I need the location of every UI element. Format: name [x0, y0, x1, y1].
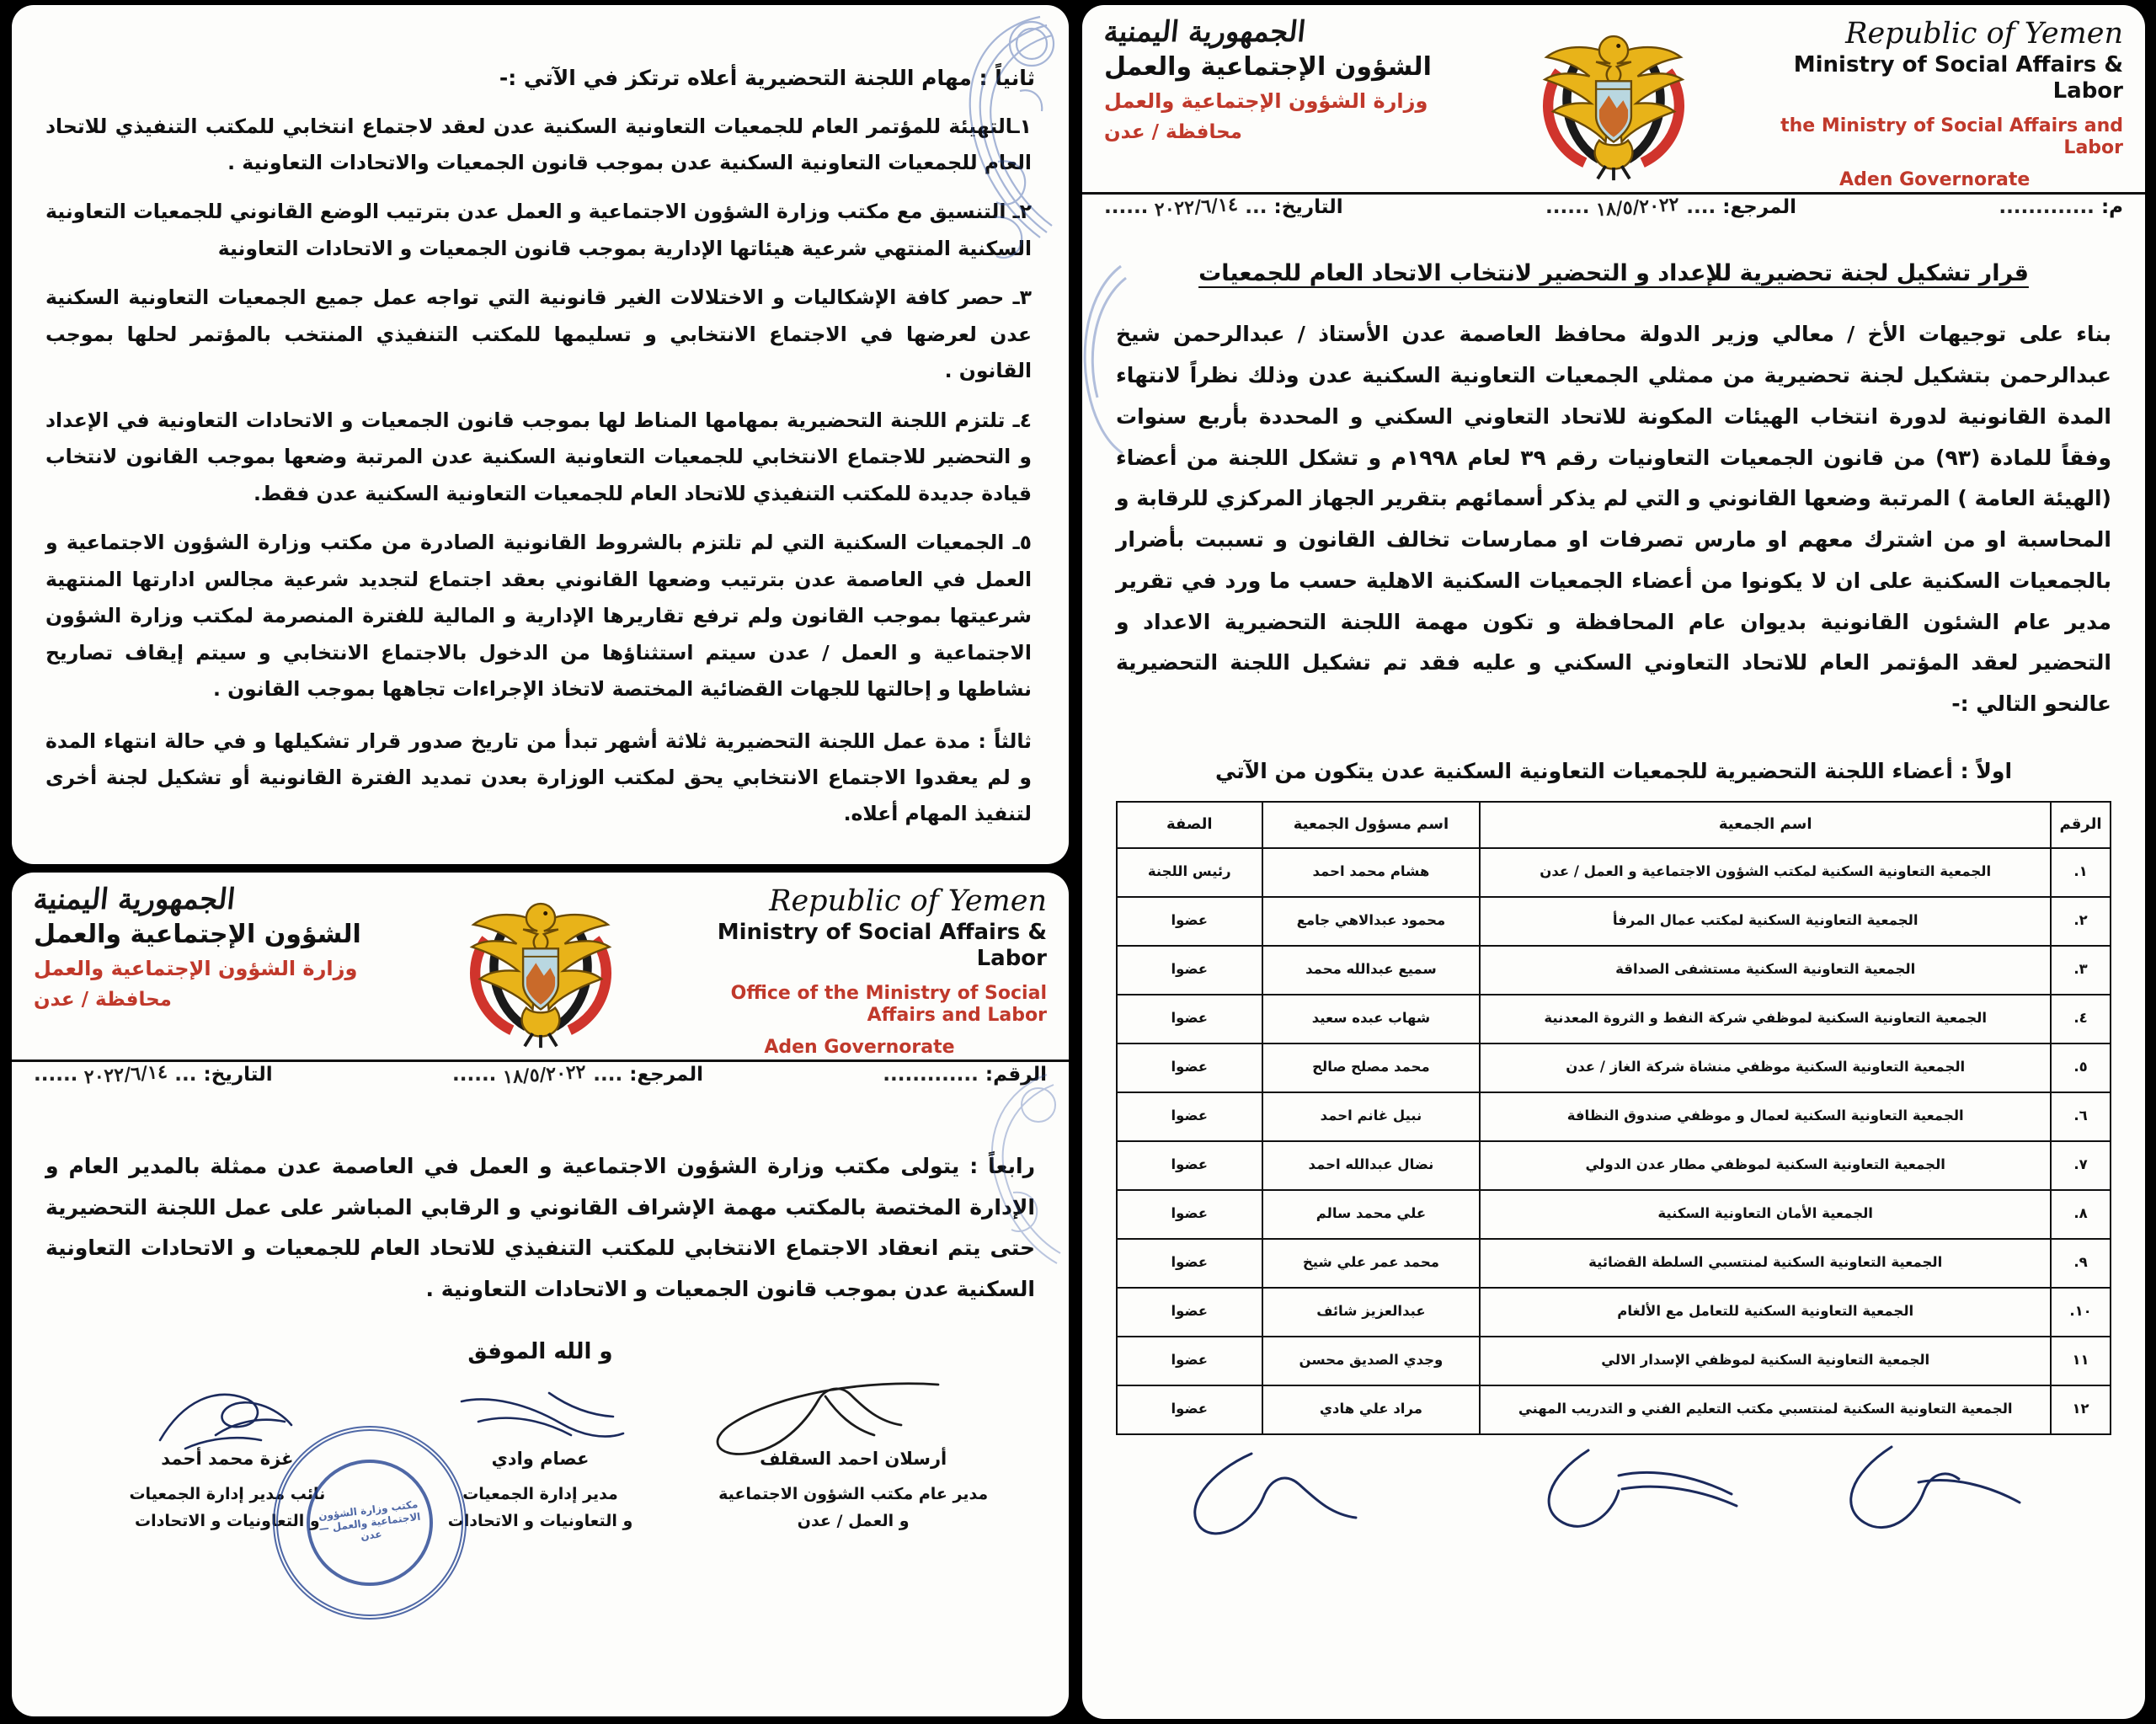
handwritten-signature-icon [135, 1376, 320, 1457]
botleft-body [12, 1092, 1069, 1561]
letterhead-ar-line1: الشؤون الإجتماعية والعمل [34, 920, 361, 950]
number-field: الرقم: ............. [883, 1063, 1047, 1086]
table-row [1117, 1043, 2111, 1092]
signatory-role-line1: مدير إدارة الجمعيات [462, 1484, 618, 1503]
table-row [1117, 1092, 2111, 1141]
cell-number: ٧. [2051, 1141, 2111, 1190]
cell-official-name: عبدالعزيز شائف [1262, 1288, 1481, 1337]
cell-number: ١. [2051, 848, 2111, 897]
cell-role: عضوا [1117, 1190, 1262, 1239]
cell-number: ٣. [2051, 946, 2111, 995]
cell-number: ١٢ [2051, 1385, 2111, 1434]
cell-official-name: هشام محمد احمد [1262, 848, 1481, 897]
cell-role: عضوا [1117, 946, 1262, 995]
decision-title: قرار تشكيل لجنة تحضيرية للإعداد و التحضير لانتخاب الاتحاد العام للجمعيات [1198, 259, 2029, 286]
signatory-role-line2: و العمل / عدن [797, 1512, 910, 1531]
page-bottom-left [12, 873, 1069, 1716]
cell-organization: الجمعية التعاونية السكنية لعمال و موظفي صندوق النظافة [1480, 1092, 2051, 1141]
letterhead-ar-line1: الشؤون الإجتماعية والعمل [1104, 52, 1432, 83]
closing-phrase: و الله الموفق [467, 1338, 613, 1364]
cell-organization: الجمعية التعاونية السكنية لمنتسبي السلطة القضائية [1480, 1239, 2051, 1288]
signature-area [45, 1449, 1035, 1552]
letterhead-arabic-block [31, 883, 408, 1012]
letterhead-arabic-block [1104, 17, 1481, 145]
cell-role: عضوا [1117, 1337, 1262, 1385]
cell-organization: الجمعية الأمان التعاونية السكنية [1480, 1190, 2051, 1239]
signatory-role-line1: نائب مدير إدارة الجمعيات [129, 1484, 326, 1503]
list-item: ٢ـ التنسيق مع مكتب وزارة الشؤون الاجتماعية و العمل عدن بترتيب الوضع القانوني للجمعيات التعاونية السكنية المنتهي شرعية هيئاتها الإدارية بموجب قانون الجمعيات و الاتحادات التعاونية [45, 200, 1032, 260]
letterhead-en-governorate: Aden Governorate [1839, 169, 2031, 191]
cell-role: عضوا [1117, 1385, 1262, 1434]
cell-organization: الجمعية التعاونية السكنية للتعامل مع الألغام [1480, 1288, 2051, 1337]
yemen-eagle-emblem-icon [1497, 17, 1731, 182]
reference-field: المرجع: .... ١٨/٥/٢٠٢٢ ...... [1545, 193, 1796, 222]
cell-number: ٩. [2051, 1239, 2111, 1288]
table-row [1117, 995, 2111, 1043]
letterhead-en-governorate: Aden Governorate [764, 1037, 955, 1059]
section-fourth-paragraph: رابعاً : يتولى مكتب وزارة الشؤون الاجتماعية و العمل في العاصمة عدن ممثلة بالمدير العام و الإدارة المختصة بالمكتب مهمة الإشراف القانوني و الرقابي المباشر على عمل اللجنة التحضيرية حتى يتم انعقاد الاجتماع الانتخابي للمكتب التنفيذي للاتحاد العام للجمعيات و الاتحادات التعاونية السكنية عدن بموجب قانون الجمعيات و الاتحادات التعاونية . [45, 1153, 1035, 1302]
cell-organization: الجمعية التعاونية السكنية لمكتب عمال المرفأ [1480, 897, 2051, 946]
signatory-role-line1: مدير عام مكتب الشؤون الاجتماعية [718, 1484, 989, 1503]
right-body [1082, 225, 2145, 1551]
reference-date-row-bottom-left [12, 1062, 1069, 1092]
letterhead-ar-line3: محافظة / عدن [1104, 120, 1242, 143]
letterhead-en-line1: Republic of Yemen [1845, 17, 2123, 51]
col-header-org: اسم الجمعية [1480, 802, 2051, 847]
cell-organization: الجمعية التعاونية السكنية لموظفي مطار عدن الدولي [1480, 1141, 2051, 1190]
list-item: ٥ـ الجمعيات السكنية التي لم تلتزم بالشروط القانونية الصادرة من مكتب وزارة الشؤون الاجتماعية و العمل في العاصمة عدن بترتيب وضعها القانوني بعقد اجتماع لتجديد شرعية مجالس ادارتها المنتهية شرعيتها بموجب القانون ولم ترفع تقاريرها الإدارية و المالية للفترة المنصرمة لمكتب وزارة الشؤون الاجتماعية و العمل / عدن سيتم استثناؤها من الدخول بالاجتماع الانتخابي و سيتم إيقاف تصاريح نشاطها و إحالتها للجهات القضائية المختصة لاتخاذ الإجراءات تجاهها بموجب القانون . [45, 531, 1032, 702]
signatory-name: غزة محمد أحمد [161, 1448, 294, 1469]
section-third-heading: ثالثاً : مدة عمل اللجنة التحضيرية ثلاثة أشهر تبدأ من تاريخ صدور قرار تشكيلها و في حالة انتهاء المدة و لم يعقدوا الاجتماع الانتخابي يحق لمكتب الوزارة بعدن تمديد الفترة القانونية أو تشكيل لجنة أخرى لتنفيذ المهام أعلاه. [45, 729, 1032, 826]
table-row [1117, 946, 2111, 995]
table-row [1117, 1239, 2111, 1288]
cell-role: عضوا [1117, 995, 1262, 1043]
cell-official-name: محمود عبدالاهي جامع [1262, 897, 1481, 946]
letterhead-en-line2: Ministry of Social Affairs & Labor [1793, 52, 2123, 104]
letterhead-right [1082, 5, 2145, 195]
cell-organization: الجمعية التعاونية السكنية لمنتسبي مكتب التعليم الفني و التدريب المهني [1480, 1385, 2051, 1434]
handwritten-date: ٢٠٢٢/٦/١٤ [83, 1060, 169, 1089]
handwritten-reference: ١٨/٥/٢٠٢٢ [1595, 193, 1681, 222]
cell-organization: الجمعية التعاونية السكنية مستشفى الصداقة [1480, 946, 2051, 995]
cell-official-name: وجدي الصديق محسن [1262, 1337, 1481, 1385]
handwritten-date: ٢٠٢٢/٦/١٤ [1154, 193, 1240, 222]
letterhead-en-office-line: Office of the Ministry of Social Affairs and Labor [730, 982, 1047, 1027]
col-header-official: اسم مسؤول الجمعية [1262, 802, 1481, 847]
cell-official-name: مراد علي هادي [1262, 1385, 1481, 1434]
col-header-number: الرقم [2051, 802, 2111, 847]
cell-organization: الجمعية التعاونية السكنية لموظفي شركة النفط و الثروة المعدنية [1480, 995, 2051, 1043]
cell-official-name: نضال عبدالله احمد [1262, 1141, 1481, 1190]
letterhead-ar-script: الجمهورية اليمنية [31, 883, 237, 916]
number-field: م: ............. [1999, 195, 2123, 218]
handwritten-reference: ١٨/٥/٢٠٢٢ [502, 1060, 588, 1089]
signature-block [712, 1449, 995, 1535]
cell-role: عضوا [1117, 897, 1262, 946]
table-row [1117, 1190, 2111, 1239]
letterhead-english-block [1746, 17, 2123, 192]
table-row [1117, 1288, 2111, 1337]
cell-role: رئيس اللجنة [1117, 848, 1262, 897]
cell-official-name: محمد مصلح صالح [1262, 1043, 1481, 1092]
cell-role: عضوا [1117, 1239, 1262, 1288]
list-item: ٤ـ تلتزم اللجنة التحضيرية بمهامها المناط لها بموجب قانون الجمعيات و الاتحادات التعاونية في الإعداد و التحضير للاجتماع الانتخابي للجمعيات التعاونية السكنية عدن المرتبة وضعها بموجب القانون لانتخاب قيادة جديدة للمكتب التنفيذي للاتحاد العام للجمعيات التعاونية السكنية عدن فقط. [45, 408, 1032, 505]
cell-role: عضوا [1117, 1092, 1262, 1141]
cell-number: ٨. [2051, 1190, 2111, 1239]
cell-role: عضوا [1117, 1043, 1262, 1092]
page-top-left [12, 5, 1069, 864]
decision-preamble: بناء على توجيهات الأخ / معالي وزير الدولة محافظ العاصمة عدن الأستاذ / عبدالرحمن شيخ عبدالرحمن بتشكيل لجنة تحضيرية من ممثلي الجمعيات التعاونية السكنية عدن وذلك نظراً لانتهاء المدة القانونية لدورة انتخاب الهيئات المكونة للاتحاد التعاوني السكني و المحددة بأربع سنوات وفقاً للمادة (٩٣) من قانون الجمعيات التعاونيات رقم ٣٩ لعام ١٩٩٨م و تشكل اللجنة من أعضاء (الهيئة العامة ) المرتبة وضعها القانوني و التي لم يذكر أسمائهم بتقرير الجهاز المركزي للرقابة و المحاسبة او من اشترك معهم او مارس تصرفات او ممارسات تخالف القانون و تسببت بأضرار بالجمعيات السكنية على ان لا يكونوا من أعضاء الجمعيات السكنية الاهلية حسب ما ورد في تقرير مدير عام الشئون القانونية بديوان عام المحافظة و تكون مهمة اللجنة التحضيرية الاعداد و التحضير لعقد المؤتمر العام للاتحاد التعاوني السكني و عليه فقد تم تشكيل اللجنة التحضيرية عالنحو التالي :- [1116, 322, 2111, 717]
letterhead-en-line1: Republic of Yemen [769, 884, 1047, 918]
cell-number: ٦. [2051, 1092, 2111, 1141]
yemen-eagle-emblem-icon [424, 884, 657, 1049]
reference-date-row-right [1082, 195, 2145, 225]
handwritten-signature-icon [448, 1376, 633, 1457]
letterhead-ar-line2: وزارة الشؤون الإجتماعية والعمل [34, 956, 358, 980]
cell-organization: الجمعية التعاونية السكنية لموظفي الإسدار الالي [1480, 1337, 2051, 1385]
letterhead-en-ministry-line: the Ministry of Social Affairs and Labor [1780, 115, 2123, 159]
cell-number: ١١ [2051, 1337, 2111, 1385]
table-row [1117, 1141, 2111, 1190]
table-row [1117, 1385, 2111, 1434]
cell-official-name: شهاب عبده سعيد [1262, 995, 1481, 1043]
cell-number: ٢. [2051, 897, 2111, 946]
letterhead-en-line2: Ministry of Social Affairs & Labor [717, 920, 1047, 972]
cell-organization: الجمعية التعاونية السكنية لمكتب الشؤون الاجتماعية و العمل / عدن [1480, 848, 2051, 897]
section-first-heading: اولاً : أعضاء اللجنة التحضيرية للجمعيات التعاونية السكنية عدن يتكون من الآتي [1214, 758, 2013, 783]
date-field: التاريخ: ... ٢٠٢٢/٦/١٤ ...... [1104, 193, 1343, 222]
cell-number: ٥. [2051, 1043, 2111, 1092]
reference-field: المرجع: .... ١٨/٥/٢٠٢٢ ...... [452, 1060, 703, 1089]
cell-role: عضوا [1117, 1288, 1262, 1337]
handwritten-signature-icon [699, 1376, 952, 1457]
table-body [1117, 848, 2111, 1434]
cell-organization: الجمعية التعاونية السكنية موظفي منشاة شركة الغاز / عدن [1480, 1043, 2051, 1092]
signatory-role-line2: و التعاونيات و الاتحادات [447, 1512, 633, 1531]
list-item: ١ـالتهيئة للمؤتمر العام للجمعيات التعاونية السكنية عدن لعقد لاجتماع انتخابي للمكتب التنفيذي للاتحاد العام للجمعيات التعاونية السكنية عدن بموجب قانون الجمعيات والاتحادات التعاونية . [45, 114, 1032, 174]
cell-official-name: علي محمد سالم [1262, 1190, 1481, 1239]
table-header-row [1117, 802, 2111, 847]
signatory-name: عصام وادي [491, 1448, 590, 1469]
letterhead-bottom-left [12, 873, 1069, 1062]
letterhead-ar-script: الجمهورية اليمنية [1102, 15, 1308, 49]
topleft-body [12, 5, 1069, 854]
cell-number: ٤. [2051, 995, 2111, 1043]
page-right [1082, 5, 2145, 1719]
section-second-heading: ثانياً : مهام اللجنة التحضيرية أعلاه ترتكز في الآتي :- [499, 66, 1035, 90]
signatory-role-line2: و التعاونيات و الاتحادات [135, 1512, 320, 1531]
table-row [1117, 848, 2111, 897]
col-header-role: الصفة [1117, 802, 1262, 847]
cell-official-name: سميع عبدالله محمد [1262, 946, 1481, 995]
letterhead-english-block [672, 884, 1047, 1059]
committee-members-table [1116, 801, 2111, 1434]
list-item: ٣ـ حصر كافة الإشكاليات و الاختلالات الغير قانونية التي تواجه عمل جميع الجمعيات التعاونية السكنية عدن لعرضها في الاجتماع الانتخابي و تسليمها للمكتب التنفيذي المنتخب بالمؤتمر لحلها بموجب القانون . [45, 286, 1032, 383]
cell-number: ١٠. [2051, 1288, 2111, 1337]
date-field: التاريخ: ... ٢٠٢٢/٦/١٤ ...... [34, 1060, 273, 1089]
bottom-signatures-icon [1116, 1438, 2111, 1540]
table-row [1117, 1337, 2111, 1385]
signatory-name: أرسلان احمد السقلف [760, 1448, 947, 1469]
cell-official-name: محمد عمر علي شيخ [1262, 1239, 1481, 1288]
letterhead-ar-line2: وزارة الشؤون الإجتماعية والعمل [1104, 88, 1428, 113]
cell-role: عضوا [1117, 1141, 1262, 1190]
letterhead-ar-line3: محافظة / عدن [34, 988, 172, 1011]
official-stamp-text: مكتب وزارة الشؤون الاجتماعية والعمل — عدن [299, 1452, 440, 1593]
table-row [1117, 897, 2111, 946]
cell-official-name: نبيل غانم احمد [1262, 1092, 1481, 1141]
